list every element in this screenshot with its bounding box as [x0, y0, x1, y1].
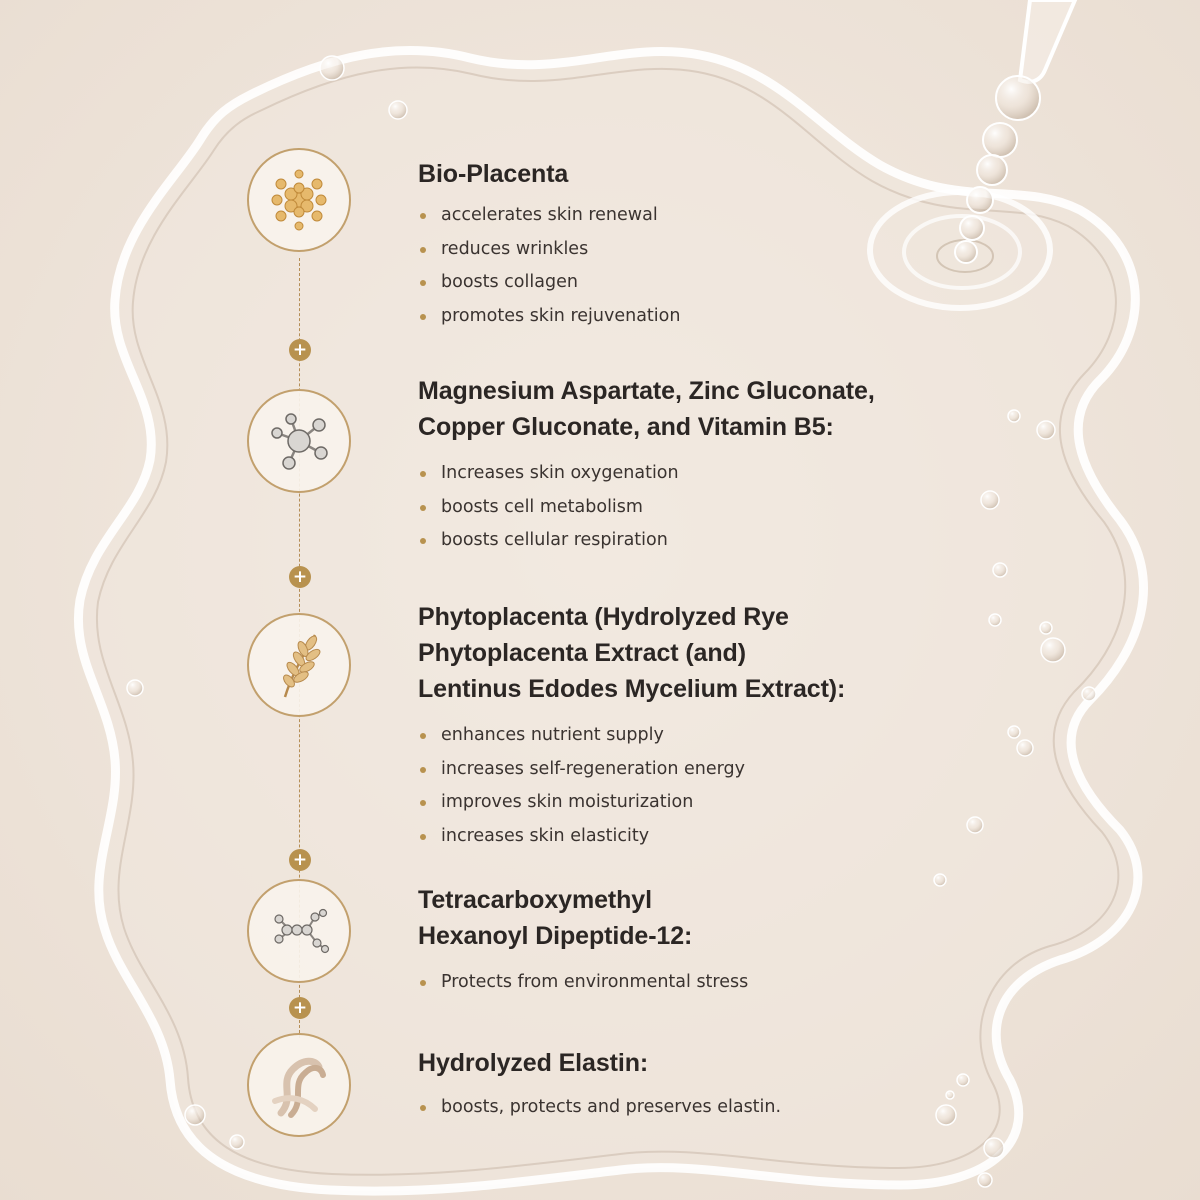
benefit-list [418, 1091, 978, 1125]
wheat-ear-icon [247, 613, 351, 717]
title-line: Hexanoyl Dipeptide-12: [418, 922, 693, 950]
benefit-list [418, 719, 978, 853]
benefit-item: increases self-regeneration energy [418, 753, 978, 787]
plus-connector-icon: + [289, 566, 311, 588]
benefit-item: boosts collagen [418, 266, 978, 300]
benefit-item: accelerates skin renewal [418, 199, 978, 233]
benefit-item: boosts, protects and preserves elastin. [418, 1091, 978, 1125]
peptide-chain-icon [247, 879, 351, 983]
benefit-item: reduces wrinkles [418, 233, 978, 267]
title-line: Bio-Placenta [418, 160, 569, 188]
elastin-fiber-icon [247, 1033, 351, 1137]
benefit-item: Protects from environmental stress [418, 966, 978, 1000]
ingredient-title [418, 599, 978, 707]
benefit-list [418, 966, 978, 1000]
placenta-spheres-icon [247, 148, 351, 252]
molecule-icon [247, 389, 351, 493]
benefit-item: promotes skin rejuvenation [418, 300, 978, 334]
benefit-item: Increases skin oxygenation [418, 457, 978, 491]
benefit-item: enhances nutrient supply [418, 719, 978, 753]
benefit-list [418, 457, 978, 558]
title-line: Magnesium Aspartate, Zinc Gluconate, [418, 377, 875, 405]
title-line: Hydrolyzed Elastin: [418, 1049, 649, 1077]
plus-connector-icon: + [289, 849, 311, 871]
ingredient-title [418, 373, 978, 445]
ingredient-block [418, 882, 978, 1000]
ingredient-block [418, 373, 978, 558]
ingredient-block [418, 1045, 978, 1125]
title-line: Lentinus Edodes Mycelium Extract): [418, 675, 846, 703]
plus-connector-icon: + [289, 339, 311, 361]
title-line: Tetracarboxymethyl [418, 886, 652, 914]
title-line: Copper Gluconate, and Vitamin B5: [418, 413, 834, 441]
benefit-list [418, 199, 978, 333]
benefit-item: increases skin elasticity [418, 820, 978, 854]
benefit-item: boosts cell metabolism [418, 491, 978, 525]
title-line: Phytoplacenta (Hydrolyzed Rye [418, 603, 789, 631]
title-line: Phytoplacenta Extract (and) [418, 639, 746, 667]
benefit-item: improves skin moisturization [418, 786, 978, 820]
ingredient-title [418, 156, 978, 192]
ingredient-block [418, 156, 978, 333]
benefit-item: boosts cellular respiration [418, 524, 978, 558]
ingredient-title [418, 882, 978, 954]
ingredient-block [418, 599, 978, 853]
plus-connector-icon: + [289, 997, 311, 1019]
ingredient-title [418, 1045, 978, 1081]
